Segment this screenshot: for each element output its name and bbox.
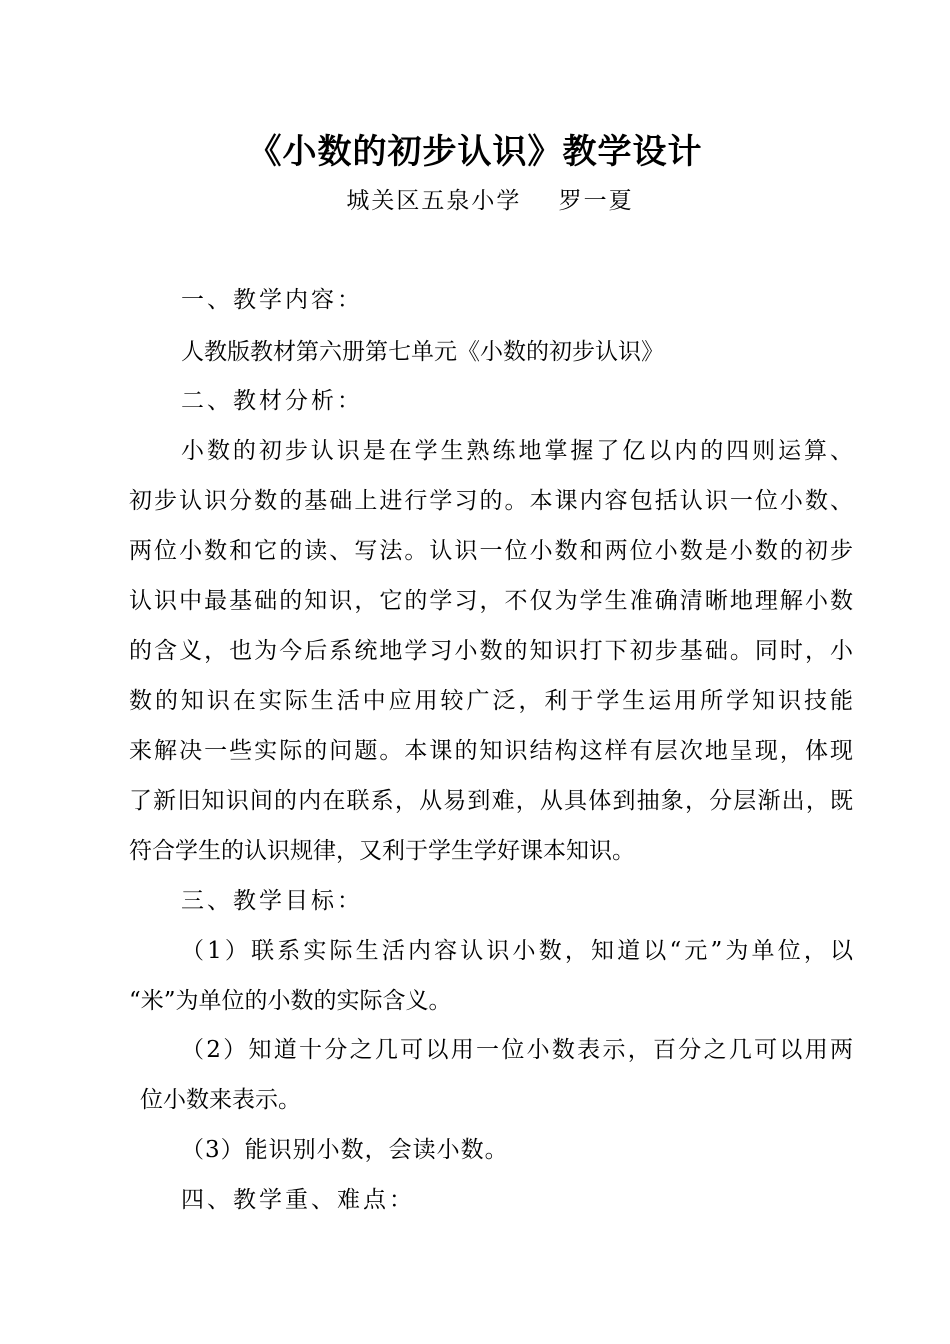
goal-item-2: （2）知道十分之几可以用一位小数表示，百分之几可以用两	[181, 1037, 853, 1063]
paragraph-line: 两位小数和它的读、写法。认识一位小数和两位小数是小数的初步	[129, 538, 853, 564]
document-author: 城关区五泉小学 罗一夏	[346, 188, 634, 214]
paragraph-line: “米”为单位的小数的实际含义。	[129, 988, 452, 1014]
paragraph-line: 了新旧知识间的内在联系，从易到难，从具体到抽象，分层渐出，既	[129, 788, 853, 814]
document-title: 《小数的初步认识》教学设计	[247, 132, 703, 172]
paragraph-line: 人教版教材第六册第七单元《小数的初步认识》	[181, 339, 664, 365]
paragraph-line: 认识中最基础的知识，它的学习，不仅为学生准确清晰地理解小数	[129, 588, 853, 614]
goal-item-3: （3）能识别小数，会读小数。	[181, 1137, 509, 1163]
paragraph-line: 符合学生的认识规律，又利于学生学好课本知识。	[129, 838, 635, 864]
paragraph-line: 小数的初步认识是在学生熟练地掌握了亿以内的四则运算、	[181, 438, 853, 464]
goal-item-1: （1）联系实际生活内容认识小数，知道以“元”为单位，以	[181, 938, 853, 964]
paragraph-line: 数的知识在实际生活中应用较广泛，利于学生运用所学知识技能	[129, 688, 853, 714]
heading-material-analysis: 二、教材分析：	[181, 388, 363, 414]
heading-key-difficult-points: 四、教学重、难点：	[181, 1187, 415, 1213]
heading-teaching-goals: 三、教学目标：	[181, 888, 363, 914]
paragraph-line: 初步认识分数的基础上进行学习的。本课内容包括认识一位小数、	[129, 488, 853, 514]
paragraph-line: 的含义，也为今后系统地学习小数的知识打下初步基础。同时，小	[129, 638, 853, 664]
heading-teaching-content: 一、教学内容：	[181, 287, 363, 313]
paragraph-line: 位小数来表示。	[140, 1087, 301, 1113]
paragraph-line: 来解决一些实际的问题。本课的知识结构这样有层次地呈现，体现	[129, 738, 853, 764]
